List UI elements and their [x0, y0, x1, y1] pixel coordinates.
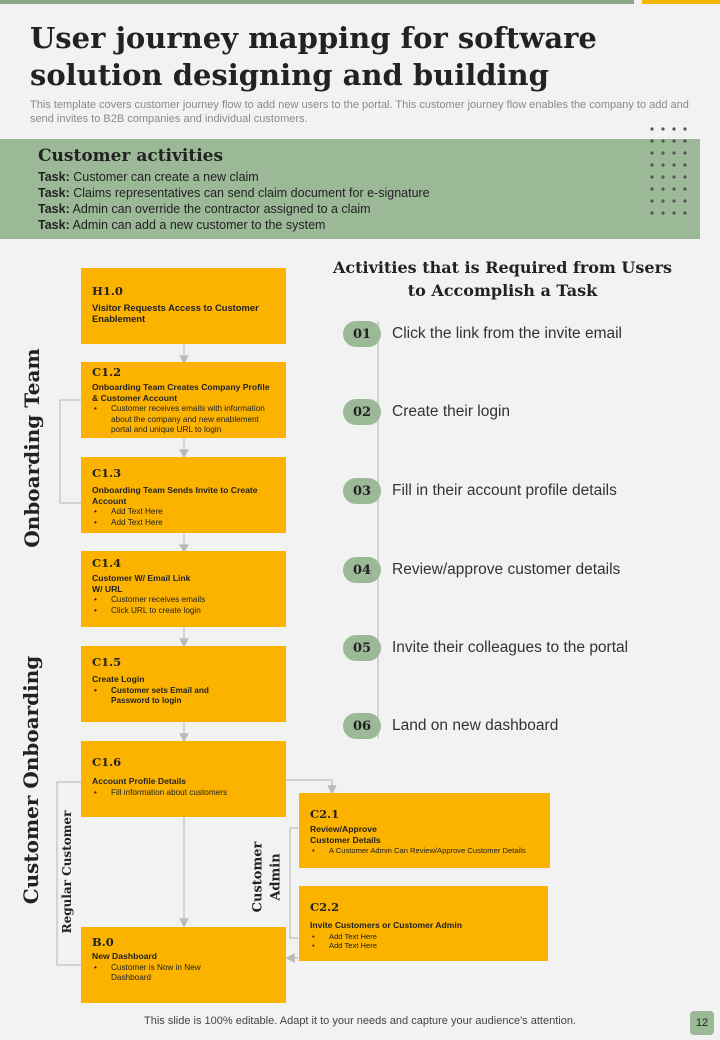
step-text: Fill in their account profile details [392, 482, 617, 499]
flow-box-c12 [81, 362, 286, 438]
step-text: Create their login [392, 403, 511, 420]
flow-box-h10 [81, 268, 286, 344]
page-subtitle: This template covers customer journey flow to add new users to the portal. This customer journey flow enables the company to add and send invites to B2B companies and individual customers. [30, 99, 689, 125]
box-code: C1.3 [92, 466, 122, 480]
task-text: Customer can create a new claim [73, 170, 259, 184]
box-title: Invite Customers or Customer Admin [310, 920, 463, 930]
box-title: New Dashboard [92, 951, 157, 961]
box-bullet: • Add Text Here [92, 507, 278, 518]
task-text: Admin can add a new customer to the system [72, 218, 326, 232]
box-code: C1.4 [92, 556, 122, 570]
box-code: H1.0 [92, 284, 123, 298]
activity-step-01 [343, 321, 622, 347]
page-number: 12 [690, 1011, 714, 1035]
box-bullet: • Customer receives emails with information about the company and new enablement portal and unique URL to login [92, 404, 278, 436]
lane-label-customer-admin-2: Admin [268, 853, 284, 901]
box-code: C2.1 [310, 807, 340, 821]
flow-box-c13 [81, 457, 286, 533]
box-title: Visitor Requests Access to Customer Enablement [92, 302, 259, 324]
activity-step-05 [343, 635, 628, 661]
lane-label-customer-onboarding: Customer Onboarding [19, 655, 43, 905]
box-code: C1.2 [92, 365, 122, 379]
footer-note: This slide is 100% editable. Adapt it to your needs and capture your audience's attention. [144, 1015, 576, 1027]
box-title: Onboarding Team Sends Invite to Create Account [92, 485, 258, 506]
box-bullet: • Fill information about customers [92, 788, 278, 799]
lane-label-onboarding-team: Onboarding Team [20, 348, 44, 548]
task-label: Task: [38, 218, 70, 232]
box-bullet: • Customer receives emails [92, 595, 278, 606]
box-title: Onboarding Team Creates Company Profile & Customer Account [92, 382, 270, 403]
activity-step-03 [343, 478, 617, 504]
box-title: Customer W/ Email Link W/ URL [92, 573, 191, 594]
box-title: Account Profile Details [92, 776, 187, 786]
customer-activities-heading: Customer activities [38, 146, 224, 166]
task-text: Claims representatives can send claim document for e-signature [73, 186, 430, 200]
step-number-badge: 06 [343, 713, 381, 739]
activity-step-04 [343, 557, 620, 583]
box-bullet: • Add Text Here [310, 941, 540, 951]
flow-box-c14 [81, 551, 286, 627]
bracket-onboarding [60, 400, 81, 503]
box-bullet: • Add Text Here [310, 932, 540, 942]
step-number-badge: 03 [343, 478, 381, 504]
activity-step-06 [343, 713, 558, 739]
task-label: Task: [38, 170, 70, 184]
box-bullet: • Customer is Now in New Dashboard [92, 963, 227, 984]
activity-step-02 [343, 399, 510, 425]
step-text: Click the link from the invite email [392, 325, 622, 342]
box-code: B.0 [92, 935, 114, 949]
step-text: Land on new dashboard [392, 717, 559, 734]
lane-label-customer-admin-1: Customer [250, 841, 266, 913]
box-bullet: • Customer sets Email and Password to login [92, 686, 242, 707]
step-number-badge: 02 [343, 399, 381, 425]
bracket-admin [290, 828, 298, 938]
flow-box-c15 [81, 646, 286, 722]
activities-heading: Activities that is Required from Users to Accomplish a Task [332, 258, 673, 300]
step-text: Invite their colleagues to the portal [392, 639, 629, 656]
step-number-badge: 05 [343, 635, 381, 661]
box-code: C1.6 [92, 755, 122, 769]
flow-box-c22 [299, 886, 548, 961]
task-text: Admin can override the contractor assigned to a claim [72, 202, 371, 216]
step-number-badge: 01 [343, 321, 381, 347]
arrow-c16-c21 [286, 780, 332, 790]
task-label: Task: [38, 186, 70, 200]
box-title: Review/Approve Customer Details [310, 824, 381, 845]
box-code: C1.5 [92, 655, 122, 669]
box-code: C2.2 [310, 900, 340, 914]
flow-box-c16 [81, 741, 286, 817]
page-title: User journey mapping for software solution designing and building [30, 21, 597, 92]
box-bullet: • Click URL to create login [92, 606, 278, 617]
task-label: Task: [38, 202, 70, 216]
box-bullet: • Add Text Here [92, 518, 278, 529]
step-text: Review/approve customer details [392, 561, 621, 578]
box-bullet: • A Customer Admin Can Review/Approve Customer Details [310, 846, 542, 857]
step-number-badge: 04 [343, 557, 381, 583]
box-title: Create Login [92, 674, 145, 684]
flow-box-c21 [299, 793, 550, 868]
lane-label-regular-customer: Regular Customer [60, 810, 74, 934]
flow-box-b0 [81, 927, 286, 1003]
